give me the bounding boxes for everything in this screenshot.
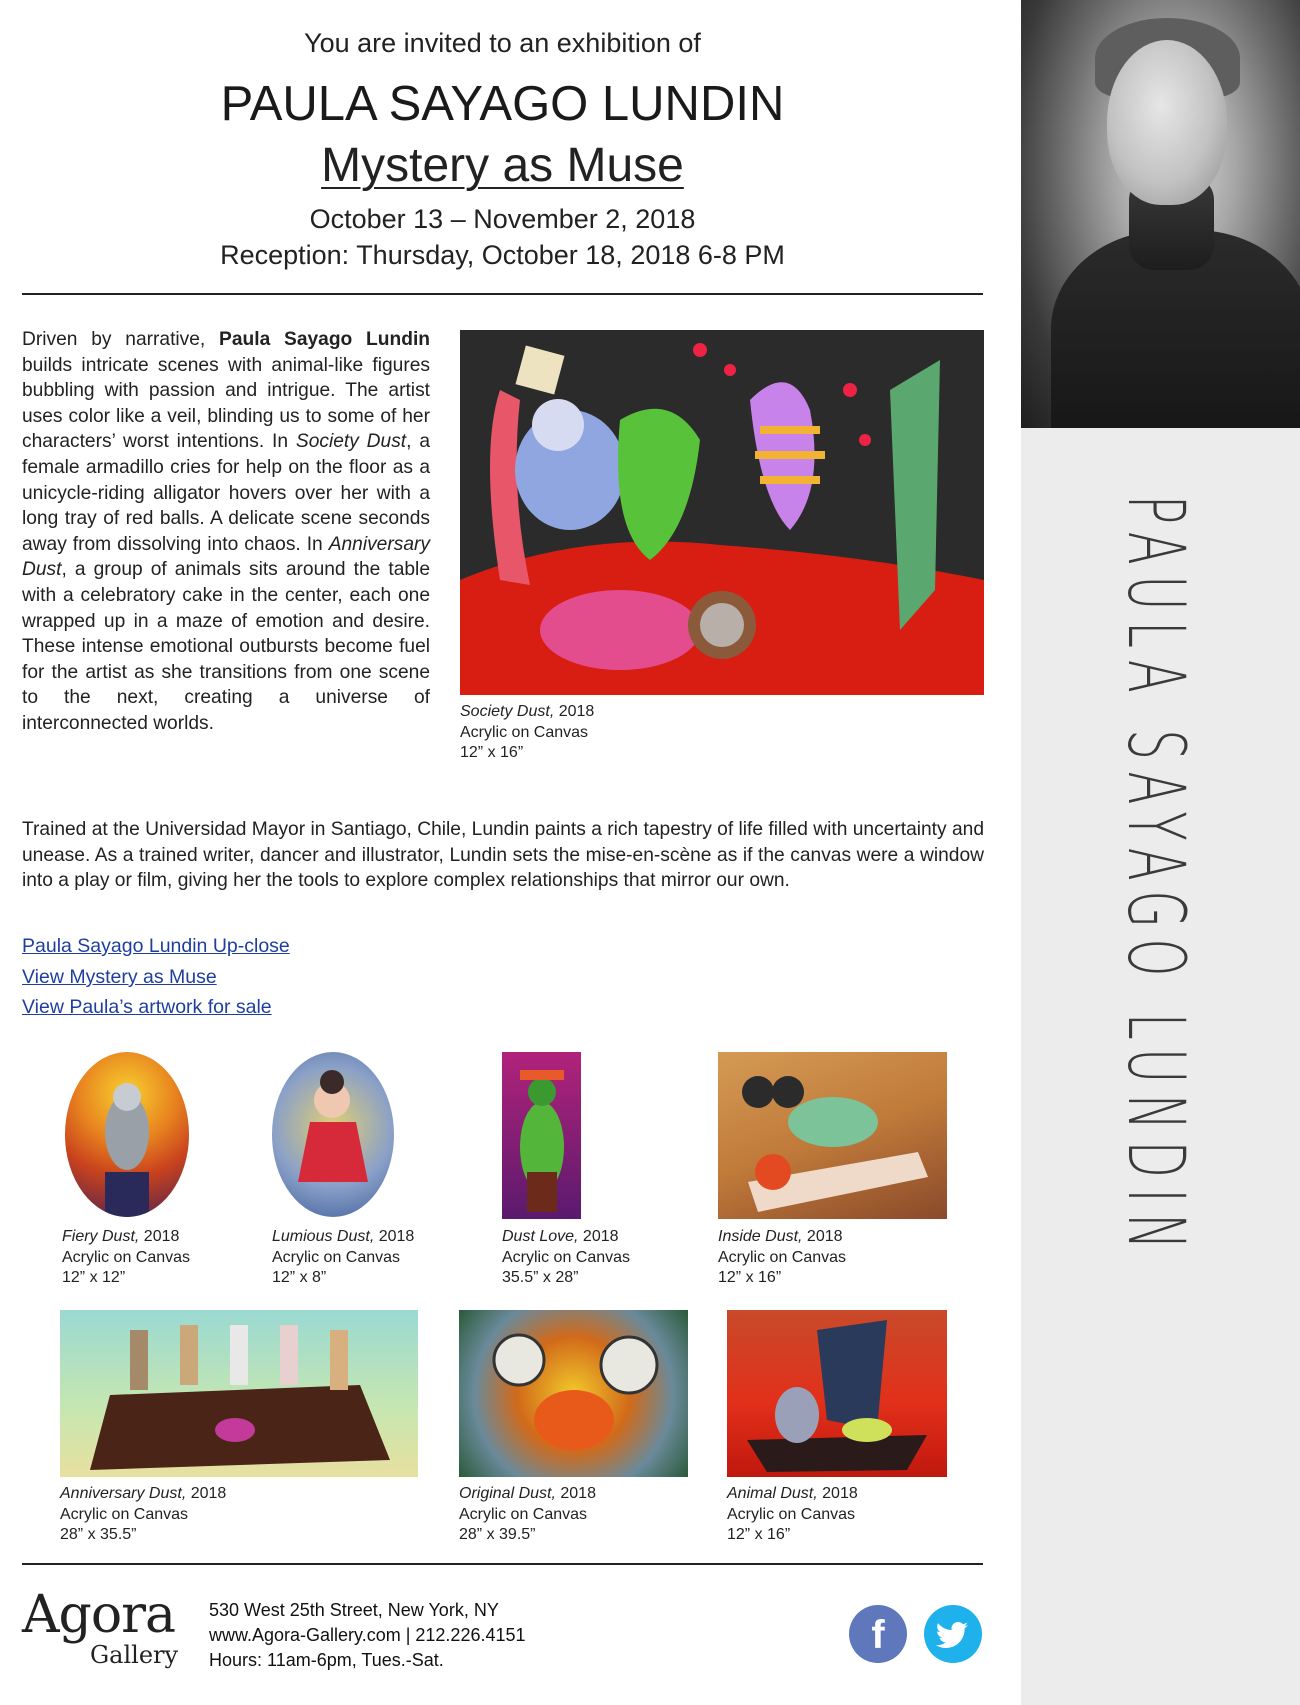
artist-portrait (1021, 0, 1300, 428)
anniversary-dust-artwork (60, 1310, 418, 1477)
up-close-link[interactable]: Paula Sayago Lundin Up-close (22, 935, 290, 957)
view-exhibition-link[interactable]: View Mystery as Muse (22, 966, 217, 988)
dust-love-artwork (502, 1052, 581, 1219)
footer-divider (22, 1563, 983, 1565)
artwork-caption-fiery: Fiery Dust, 2018 Acrylic on Canvas 12” x 12” (62, 1228, 191, 1286)
artwork-caption-animal: Animal Dust, 2018 Acrylic on Canvas 12” x 16” (727, 1485, 858, 1543)
bio-paragraph-1: Driven by narrative, Paula Sayago Lundin builds intricate scenes with animal-like figures bubbling with passion and intrigue. The artist uses color like a veil, blinding us to some of her characters’ worst intentions. In Society Dust, a female armadillo cries for help on the floor as a unicycle-riding alligator hovers over her with a long tray of red balls. A delicate scene seconds away from dissolving into chaos. In Anniversary Dust, a group of animals sits around the table with a celebratory cake in the center, each one wrapped up in a maze of emotion and desire. These intense emotional outbursts become fuel for the artist as she transitions from one scene to the next, creating a universe of interconnected worlds. (22, 329, 430, 734)
artist-name-heading: PAULA SAYAGO LUNDIN (220, 77, 785, 131)
artwork-caption-anniversary: Anniversary Dust, 2018 Acrylic on Canvas 28” x 35.5” (60, 1485, 227, 1543)
artwork-for-sale-link[interactable]: View Paula’s artwork for sale (22, 996, 272, 1018)
gallery-address: 530 West 25th Street, New York, NY (209, 1600, 499, 1620)
gallery-hours: Hours: 11am-6pm, Tues.-Sat. (209, 1650, 444, 1670)
lumious-dust-artwork (272, 1052, 394, 1217)
bio-paragraph-2: Trained at the Universidad Mayor in Santiago, Chile, Lundin paints a rich tapestry of life filled with uncertainty and unease. As a trained writer, dancer and illustrator, Lundin sets the mise-en-scène as if the canvas were a window into a play or film, giving her the tools to explore complex relationships that mirror our own. (22, 819, 984, 892)
twitter-bird-icon[interactable] (924, 1605, 982, 1663)
society-dust-artwork (460, 330, 984, 695)
exhibition-title: Mystery as Muse (321, 139, 684, 192)
artwork-caption-dust-love: Dust Love, 2018 Acrylic on Canvas 35.5” x 28” (502, 1228, 631, 1286)
artwork-caption-lumious: Lumious Dust, 2018 Acrylic on Canvas 12” x 8” (272, 1228, 415, 1286)
artwork-caption-original: Original Dust, 2018 Acrylic on Canvas 28” x 39.5” (459, 1485, 596, 1543)
facebook-icon[interactable]: f (849, 1605, 907, 1663)
animal-dust-artwork (727, 1310, 947, 1477)
reception-info: Reception: Thursday, October 18, 2018 6-8 PM (220, 240, 785, 270)
original-dust-artwork (459, 1310, 688, 1477)
exhibition-dates: October 13 – November 2, 2018 (309, 204, 696, 234)
fiery-dust-artwork (65, 1052, 189, 1217)
inside-dust-artwork (718, 1052, 947, 1219)
header-divider (22, 293, 983, 295)
artwork-caption-inside: Inside Dust, 2018 Acrylic on Canvas 12” x 16” (718, 1228, 847, 1286)
invitation-line: You are invited to an exhibition of (304, 28, 701, 58)
agora-gallery-logo[interactable]: Agora Gallery (22, 1585, 179, 1669)
gallery-web-phone: www.Agora-Gallery.com | 212.226.4151 (209, 1625, 526, 1645)
main-artwork-caption: Society Dust, 2018 Acrylic on Canvas 12” x 16” (460, 703, 595, 761)
